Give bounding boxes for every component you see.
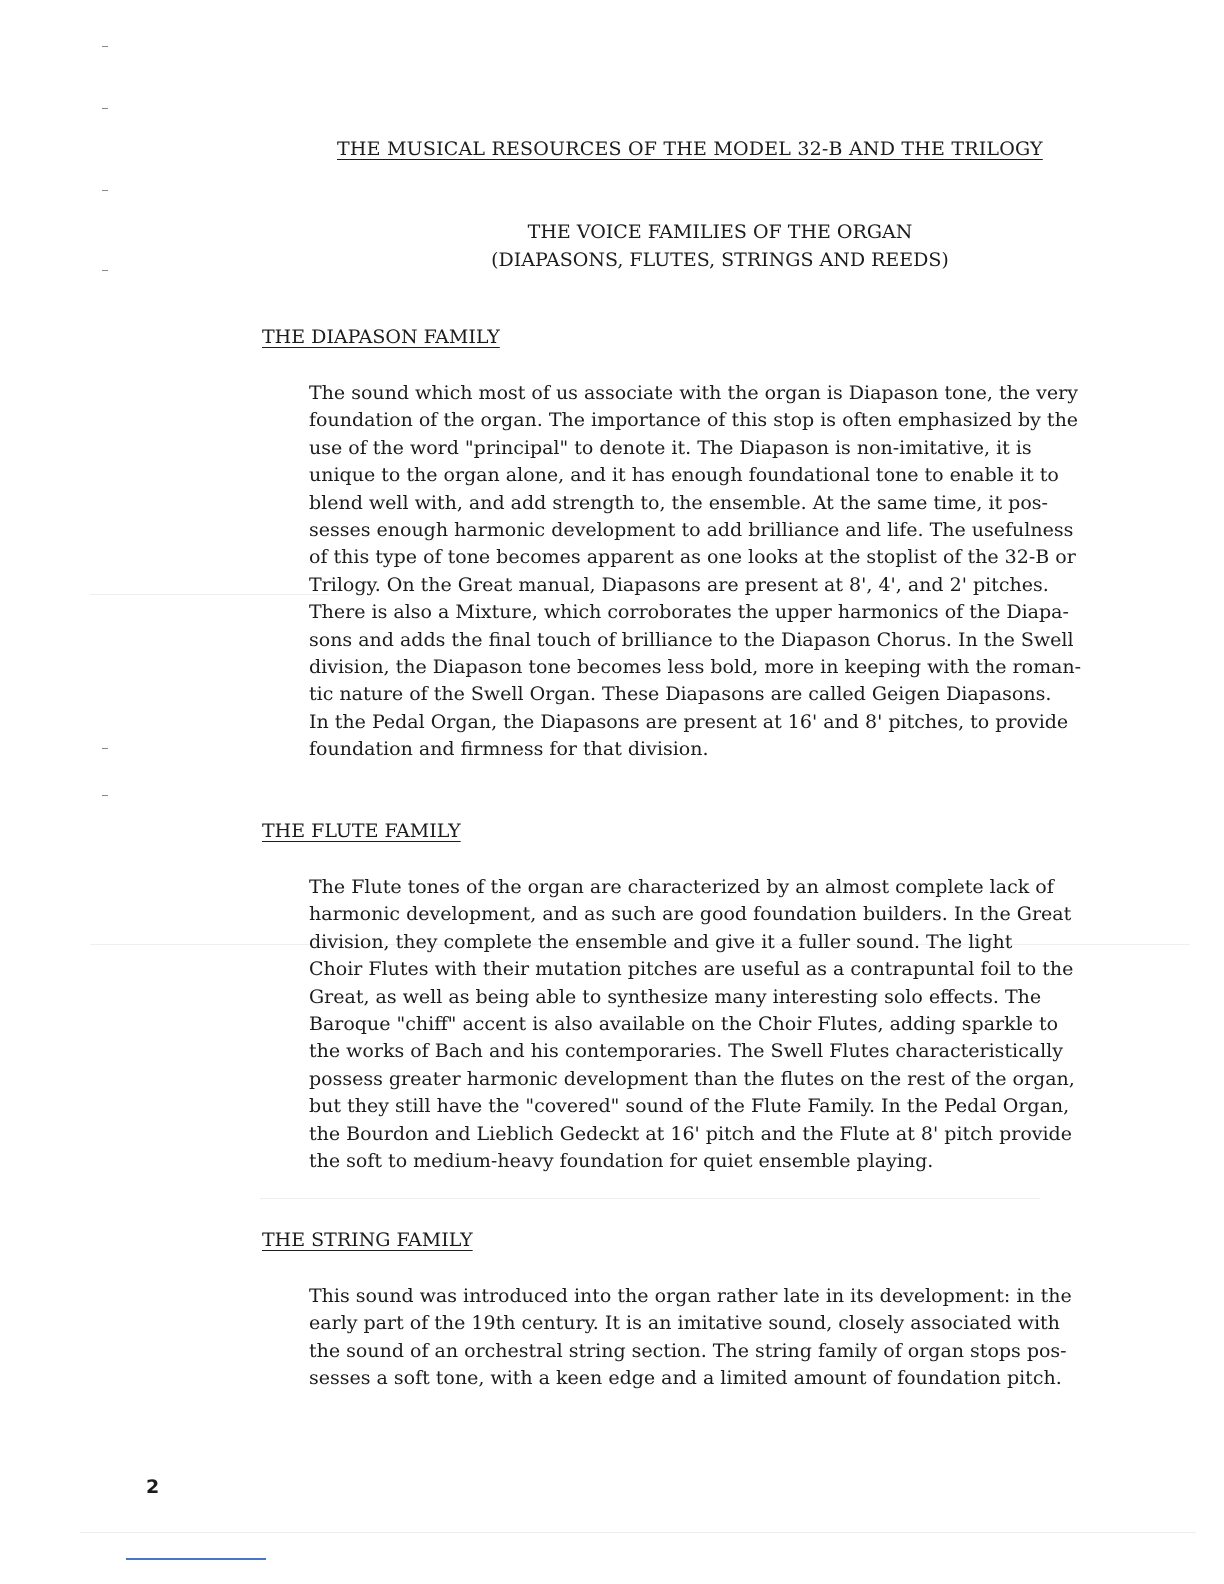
text-line: the Bourdon and Lieblich Gedeckt at 16' pitch and the Flute at 8' pitch provide — [309, 1122, 1072, 1145]
string-paragraph — [309, 1283, 1179, 1393]
text-line: The Flute tones of the organ are characterized by an almost complete lack of — [309, 876, 1054, 898]
text-line: unique to the organ alone, and it has enough foundational tone to enable it to — [309, 464, 1059, 487]
text-line: possess greater harmonic development than the flutes on the rest of the organ, — [309, 1067, 1075, 1090]
text-line: sesses a soft tone, with a keen edge and a limited amount of foundation pitch. — [309, 1367, 1062, 1390]
flute-heading: THE FLUTE FAMILY — [262, 820, 461, 842]
text-line: harmonic development, and as such are good foundation builders. In the Great — [309, 903, 1072, 926]
margin-mark — [102, 46, 108, 47]
page-number: 2 — [146, 1476, 160, 1498]
text-line: blend well with, and add strength to, the ensemble. At the same time, it pos- — [309, 491, 1048, 514]
subtitle — [380, 218, 1060, 274]
margin-mark — [102, 795, 108, 796]
scan-artifact-line — [260, 1198, 1040, 1199]
subtitle-line: THE VOICE FAMILIES OF THE ORGAN — [527, 221, 913, 243]
text-line: Great, as well as being able to synthesize many interesting solo effects. The — [309, 985, 1042, 1008]
text-line: early part of the 19th century. It is an imitative sound, closely associated with — [309, 1312, 1060, 1335]
subtitle-line: (DIAPASONS, FLUTES, STRINGS AND REEDS) — [491, 249, 949, 271]
diapason-heading: THE DIAPASON FAMILY — [262, 326, 500, 348]
text-line: Choir Flutes with their mutation pitches are useful as a contrapuntal foil to the — [309, 958, 1074, 981]
text-line: In the Pedal Organ, the Diapasons are present at 16' and 8' pitches, to provide — [309, 710, 1069, 733]
scan-artifact-line — [90, 594, 330, 595]
text-line: Trilogy. On the Great manual, Diapasons are present at 8', 4', and 2' pitches. — [309, 573, 1049, 596]
text-line: use of the word "principal" to denote it. The Diapason is non-imitative, it is — [309, 436, 1032, 459]
page-title: THE MUSICAL RESOURCES OF THE MODEL 32-B AND THE TRILOGY — [337, 138, 1043, 160]
text-line: but they still have the "covered" sound of the Flute Family. In the Pedal Organ, — [309, 1095, 1070, 1118]
text-line: the soft to medium-heavy foundation for quiet ensemble playing. — [309, 1150, 934, 1173]
text-line: sons and adds the final touch of brilliance to the Diapason Chorus. In the Swell — [309, 628, 1074, 651]
text-line: This sound was introduced into the organ rather late in its development: in the — [309, 1285, 1072, 1307]
text-line: There is also a Mixture, which corroborates the upper harmonics of the Diapa- — [309, 601, 1069, 624]
text-line: foundation of the organ. The importance of this stop is often emphasized by the — [309, 409, 1079, 432]
text-line: division, the Diapason tone becomes less bold, more in keeping with the roman- — [309, 656, 1082, 679]
text-line: division, they complete the ensemble and give it a fuller sound. The light — [309, 930, 1013, 953]
text-line: the sound of an orchestral string section. The string family of organ stops pos- — [309, 1339, 1067, 1362]
text-line: Baroque "chiff" accent is also available on the Choir Flutes, adding sparkle to — [309, 1013, 1059, 1036]
flute-paragraph — [309, 874, 1179, 1175]
margin-mark — [102, 190, 108, 191]
scan-artifact-line — [80, 1532, 1196, 1533]
margin-mark — [102, 748, 108, 749]
footer-rule — [126, 1558, 266, 1560]
text-line: sesses enough harmonic development to add brilliance and life. The usefulness — [309, 519, 1074, 542]
margin-mark — [102, 108, 108, 109]
text-line: foundation and firmness for that division. — [309, 738, 709, 761]
diapason-paragraph — [309, 380, 1179, 764]
text-line: The sound which most of us associate with the organ is Diapason tone, the very — [309, 382, 1078, 404]
margin-mark — [102, 270, 108, 271]
text-line: the works of Bach and his contemporaries. The Swell Flutes characteristically — [309, 1040, 1063, 1063]
text-line: tic nature of the Swell Organ. These Diapasons are called Geigen Diapasons. — [309, 683, 1052, 706]
string-heading: THE STRING FAMILY — [262, 1229, 473, 1251]
text-line: of this type of tone becomes apparent as one looks at the stoplist of the 32-B or — [309, 546, 1076, 569]
